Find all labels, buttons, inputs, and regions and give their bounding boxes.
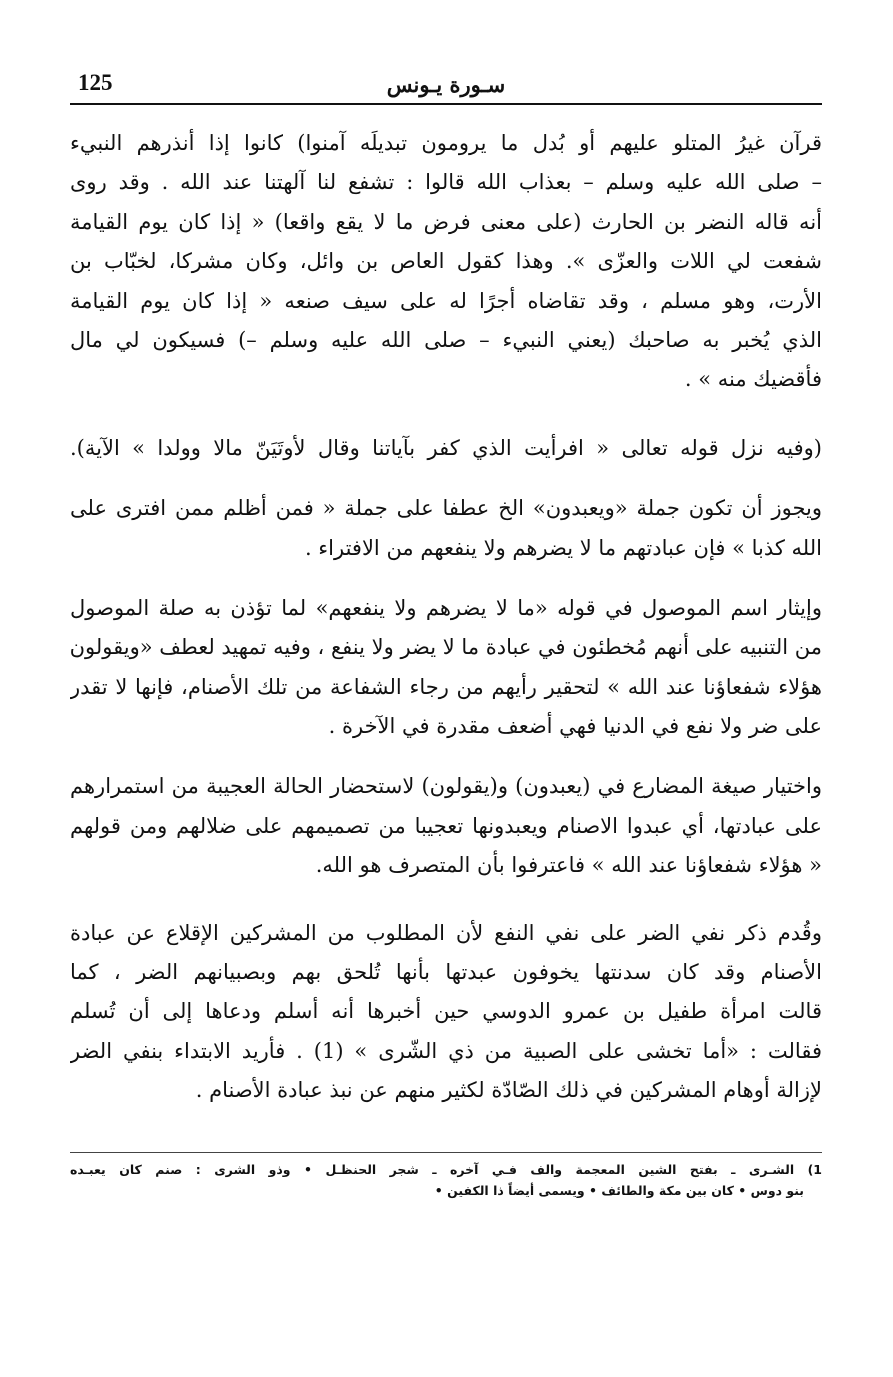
header-divider: [70, 103, 822, 105]
body-text: [70, 124, 822, 1123]
paragraph: [70, 489, 822, 568]
text-line: فأقضيك منه » .: [684, 367, 822, 392]
paragraph: [70, 914, 822, 1111]
text-line: من التنبيه على أنهم مُخطئون في عبادة ما لا يضر ولا ينفع ، وفيه تمهيد لعطف «ويقولون: [70, 635, 822, 660]
text-line: الأصنام وقد كان سدنتها يخوفون عبدتها بأنها تُلحق بهم وبصبيانهم الضر ، كما: [70, 960, 822, 985]
text-line: شفعت لي اللات والعزّى ». وهذا كقول العاص بن وائل، وكان مشركا، لخبّاب بن: [70, 249, 822, 274]
text-line: قالت امرأة طفيل بن عمرو الدوسي حين أخبرها أنه أسلم ودعاها إلى أن تُسلم: [70, 999, 822, 1024]
text-line: (وفيه نزل قوله تعالى « افرأيت الذي كفر بآياتنا وقال لأوتَيَنّ مالا وولدا » الآية).: [70, 435, 822, 460]
text-line: على ضر ولا نفع في الدنيا فهي أضعف مقدرة في الآخرة .: [328, 714, 822, 739]
text-line: الله كذبا » فإن عبادتهم ما لا يضرهم ولا ينفعهم من الافتراء .: [304, 535, 822, 560]
text-line: الأرت، وهو مسلم ، وقد تقاضاه أجرًا له على سيف صنعه « إذا كان يوم القيامة: [70, 288, 822, 313]
text-line: هؤلاء شفعاؤنا عند الله » لتحقير رأيهم من رجاء الشفاعة من تلك الأصنام، فإنها لا تقدر: [70, 674, 822, 699]
paragraph: [70, 124, 822, 400]
text-line: أنه قاله النضر بن الحارث (على معنى فرض ما لا يقع واقعا) « إذا كان يوم القيامة: [70, 209, 822, 234]
footnote-line: 1) الشـرى ـ بفتح الشين المعجمة والف فـي آخره ـ شجر الحنظـل • وذو الشرى : صنم كان يعبـده: [70, 1162, 822, 1177]
book-page: [70, 0, 822, 1377]
text-line: على عبادتها، أي عبدوا الاصنام ويعبدونها تعجيبا من تصميمهم على ضلالهم ومن قولهم: [70, 813, 822, 838]
text-line: « هؤلاء شفعاؤنا عند الله » فاعترفوا بأن المتصرف هو الله.: [315, 853, 822, 878]
text-line: فقالت : «أما تخشى على الصبية من ذي الشّرى » (1) . فأريد الابتداء بنفي الضر: [70, 1038, 822, 1063]
paragraph: [70, 589, 822, 747]
paragraph: [70, 767, 822, 885]
text-line: الذي يُخبر به صاحبك (يعني النبيء – صلى الله عليه وسلم –) فسيكون لي مال: [70, 327, 822, 352]
text-line: لإزالة أوهام المشركين في ذلك الصّادّة لكثير منهم عن نبذ عبادة الأصنام .: [195, 1078, 822, 1103]
text-line: وقُدم ذكر نفي الضر على نفي النفع لأن المطلوب من المشركين الإقلاع عن عبادة: [70, 920, 822, 945]
paragraph: [70, 429, 822, 468]
footnotes: [70, 1152, 822, 1201]
footnote-line: بنو دوس • كان بين مكة والطائف • ويسمى أيضاً ذا الكفين •: [434, 1183, 804, 1198]
text-line: – صلى الله عليه وسلم – بعذاب الله قالوا : تشفع لنا آلهتنا عند الله . وقد روى: [70, 170, 822, 195]
page-header: [70, 66, 822, 102]
surah-title: سـورة يـونس: [386, 72, 506, 97]
page-number: 125: [78, 70, 113, 95]
text-line: وإيثار اسم الموصول في قوله «ما لا يضرهم ولا ينفعهم» لما تؤذن به صلة الموصول: [70, 595, 822, 620]
text-line: واختيار صيغة المضارع في (يعبدون) و(يقولون) لاستحضار الحالة العجيبة من استمرارهم: [70, 774, 822, 799]
text-line: قرآن غيرُ المتلو عليهم أو بُدل ما يرومون تبديلَه آمنوا) كانوا إذا أنذرهم النبيء: [70, 131, 822, 155]
text-line: ويجوز أن تكون جملة «ويعبدون» الخ عطفا على جملة « فمن أظلم ممن افترى على: [70, 496, 822, 521]
